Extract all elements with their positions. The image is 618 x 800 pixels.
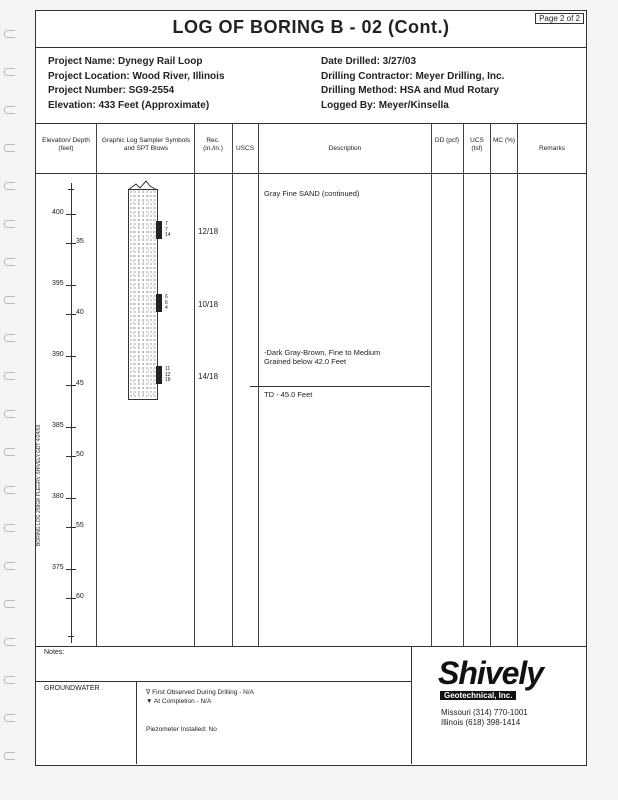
axis-tick [66, 356, 76, 357]
elevation-label: 390 [52, 351, 64, 358]
graphic-log-sand [128, 189, 158, 400]
col-elevation-header: Elevation/ Depth (feet) [42, 137, 90, 152]
groundwater-at-completion: ▼ At Completion - N/A [146, 698, 212, 705]
project-number: Project Number: SG9-2554 [48, 85, 175, 96]
sampler-symbol [156, 294, 162, 312]
project-elevation: Elevation: 433 Feet (Approximate) [48, 99, 210, 111]
groundwater-first-observed: ∇ First Observed During Drilling - N/A [146, 689, 255, 696]
axis-tick [66, 285, 76, 286]
page-title: LOG OF BORING B - 02 (Cont.) [172, 17, 450, 37]
axis-tick [68, 636, 74, 637]
divider [36, 123, 586, 124]
drilling-method: Drilling Method: HSA and Mud Rotary [321, 85, 499, 96]
depth-label: 50 [76, 451, 84, 458]
project-location: Project Location: Wood River, Illinois [48, 70, 225, 82]
description-text: Gray Fine SAND (continued) [264, 189, 360, 198]
elevation-label: 400 [52, 209, 64, 216]
total-depth-text: TD - 45.0 Feet [264, 390, 313, 399]
col-graphic-header: Graphic Log Sampler Symbols and SPT Blows [101, 137, 191, 152]
axis-tick [66, 243, 76, 244]
illinois-phone: Illinois (618) 398-1414 [441, 718, 521, 727]
piezometer-status: Piezometer Installed: No [146, 726, 217, 733]
col-remarks-header: Remarks [538, 145, 565, 152]
sampler-symbol [156, 366, 162, 384]
missouri-phone: Missouri (314) 770-1001 [441, 708, 528, 717]
column-divider [232, 123, 233, 646]
divider [36, 47, 586, 48]
recovery-value: 10/18 [198, 300, 219, 309]
description-text: -Dark Gray-Brown, Fine to Medium [264, 348, 381, 357]
divider [36, 173, 586, 174]
axis-tick [66, 385, 76, 386]
col-rec-header: Rec. (in./in.) [203, 137, 223, 152]
recovery-value: 14/18 [198, 372, 219, 381]
column-divider [517, 123, 518, 646]
sampler-symbol [156, 221, 162, 239]
depth-axis [71, 183, 72, 643]
file-reference-vertical: BORING LOG 259GK FLEGRV SHIVELY.GDT 4/24/03 [36, 424, 42, 546]
drilling-info [321, 55, 504, 113]
axis-tick [66, 427, 76, 428]
spt-blows: 6 6 4 [165, 294, 168, 311]
binder-holes [4, 0, 18, 800]
column-divider [258, 123, 259, 646]
axis-tick [66, 314, 76, 315]
notes-label: Notes: [44, 649, 65, 656]
divider [36, 681, 411, 682]
date-drilled: Date Drilled: 3/27/03 [321, 56, 417, 67]
depth-label: 45 [76, 380, 84, 387]
bottom-of-boring-line [250, 386, 430, 387]
logged-by: Logged By: Meyer/Kinsella [321, 99, 449, 111]
elevation-label: 385 [52, 422, 64, 429]
column-divider [463, 123, 464, 646]
axis-tick [66, 456, 76, 457]
col-dd-header: DD (pcf) [434, 137, 460, 144]
axis-tick [66, 527, 76, 528]
depth-label: 35 [76, 238, 84, 245]
depth-label: 55 [76, 522, 84, 529]
divider [136, 681, 137, 764]
axis-tick [66, 569, 76, 570]
column-divider [490, 123, 491, 646]
elevation-label: 380 [52, 493, 64, 500]
col-mc-header: MC (%) [492, 137, 516, 144]
company-logo: Shively Geotechnical, Inc. [438, 655, 544, 700]
column-divider [431, 123, 432, 646]
drilling-contractor: Drilling Contractor: Meyer Drilling, Inc. [321, 70, 505, 82]
axis-tick [68, 189, 74, 190]
col-description-header: Description [328, 145, 362, 152]
groundwater-label: GROUNDWATER [44, 685, 100, 692]
divider [36, 646, 586, 647]
axis-tick [66, 214, 76, 215]
project-info [48, 55, 225, 113]
boring-log-sheet [35, 10, 587, 766]
column-divider [96, 123, 97, 646]
description-text: Grained below 42.0 Feet [264, 357, 347, 366]
depth-label: 40 [76, 309, 84, 316]
project-name: Project Name: Dynegy Rail Loop [48, 56, 203, 67]
column-divider [194, 123, 195, 646]
spt-blows: 11 12 18 [165, 366, 171, 383]
elevation-label: 375 [52, 564, 64, 571]
spt-blows: 7 7 14 [165, 221, 171, 238]
recovery-value: 12/18 [198, 227, 219, 236]
depth-label: 60 [76, 593, 84, 600]
col-ucs-header: UCS (tsf) [470, 137, 484, 152]
divider [411, 646, 412, 764]
page-number: Page 2 of 2 [535, 13, 584, 24]
col-uscs-header: USCS [235, 145, 255, 152]
axis-tick [66, 498, 76, 499]
log-top-break [128, 179, 158, 191]
axis-tick [66, 598, 76, 599]
elevation-label: 395 [52, 280, 64, 287]
